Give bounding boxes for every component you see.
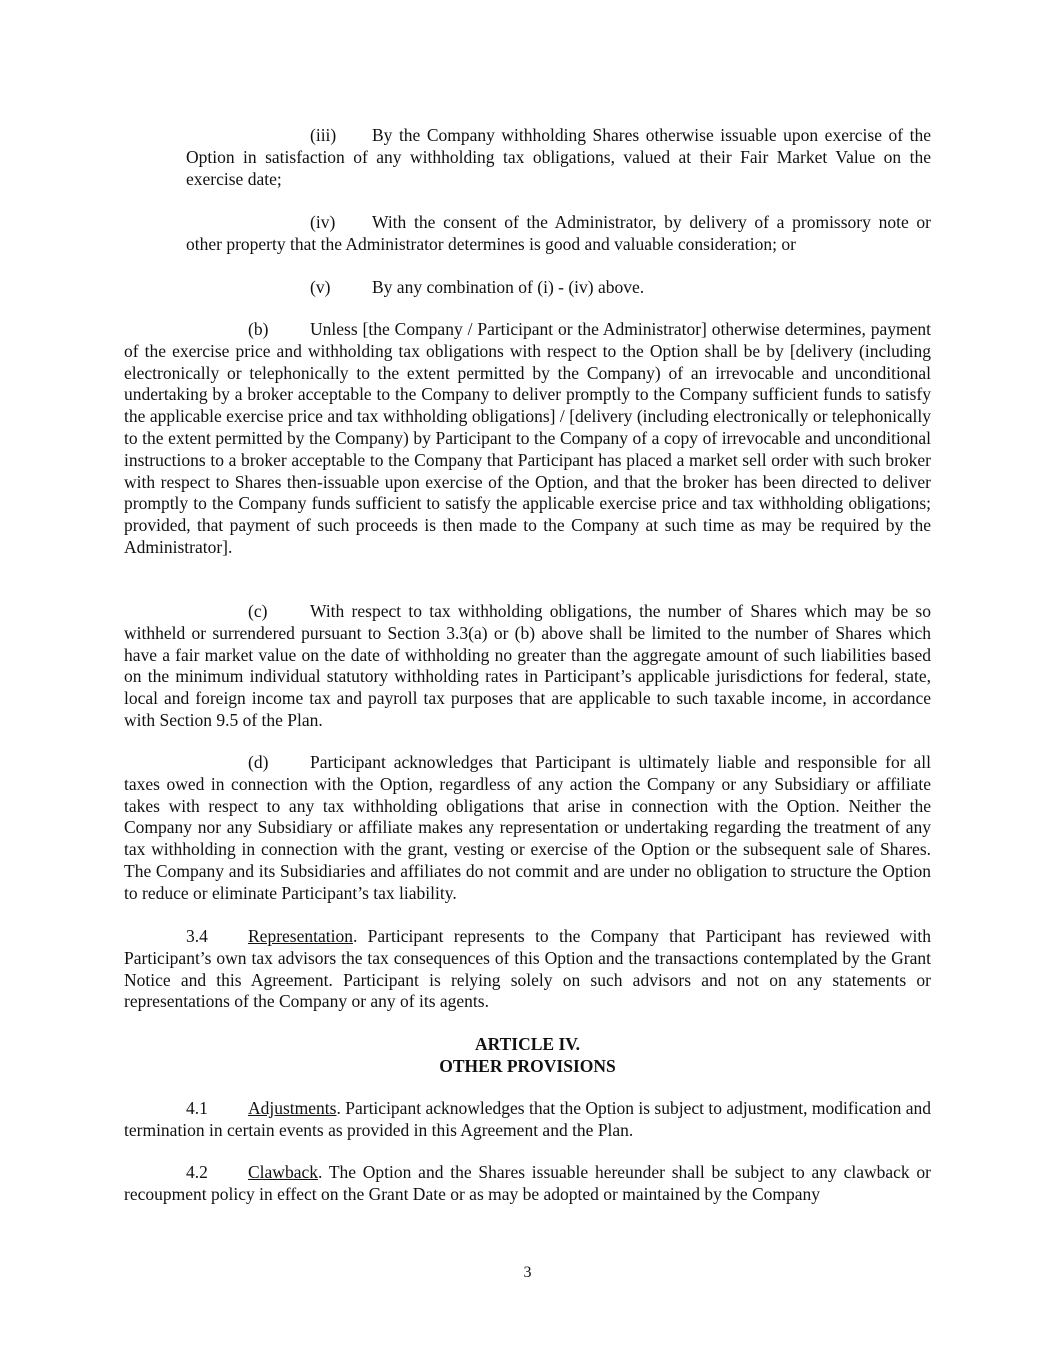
- paragraph-iii: [186, 125, 931, 190]
- section-4-1-heading: Adjustments: [248, 1098, 337, 1118]
- section-4-1-text: . Participant acknowledges that the Option is subject to adjustment, modification and termination in certain events as provided in this Agreement and the Plan.: [124, 1098, 931, 1140]
- paragraph-b-text: Unless [the Company / Participant or the Administrator] otherwise determines, payment of the exercise price and withholding tax obligations with respect to the Option shall be by [delivery (including electronically or telephonically to the extent permitted by the Company) of an irrevocable and unconditional undertaking by a broker acceptable to the Company to deliver promptly to the Company sufficient funds to satisfy the applicable exercise price and tax withholding obligations] / [delivery (including electronically or telephonically to the extent permitted by the Company) by Participant to the Company of a copy of irrevocable and unconditional instructions to a broker acceptable to the Company that Participant has placed a market sell order with such broker with respect to Shares then-issuable upon exercise of the Option, and that the broker has been directed to deliver promptly to the Company funds sufficient to satisfy the applicable exercise price and tax withholding obligations; provided, that payment of such proceeds is then made to the Company at such time as may be required by the Administrator].: [124, 319, 931, 557]
- section-4-2: [124, 1162, 931, 1206]
- page-number: 3: [523, 1264, 532, 1281]
- section-4-2-number: 4.2: [186, 1162, 208, 1182]
- paragraph-c: [124, 601, 931, 732]
- section-3-4: [124, 926, 931, 1013]
- paragraph-c-text: With respect to tax withholding obligations, the number of Shares which may be so withheld or surrendered pursuant to Section 3.3(a) or (b) above shall be limited to the number of Shares which have a fair market value on the date of withholding no greater than the aggregate amount of such liabilities based on the minimum individual statutory withholding rates in Participant’s applicable jurisdictions for federal, state, local and foreign income tax and payroll tax purposes that are applicable to such taxable income, in accordance with Section 9.5 of the Plan.: [124, 601, 931, 730]
- paragraph-iii-text: By the Company withholding Shares otherwise issuable upon exercise of the Option in satisfaction of any withholding tax obligations, valued at their Fair Market Value on the exercise date;: [186, 125, 931, 189]
- paragraph-b-label: (b): [248, 319, 269, 339]
- article-number: ARTICLE IV.: [474, 1034, 581, 1054]
- paragraph-d-label: (d): [248, 752, 269, 772]
- paragraph-c-label: (c): [248, 601, 268, 621]
- paragraph-v-label: (v): [310, 277, 331, 297]
- section-3-4-heading: Representation: [248, 926, 353, 946]
- section-4-1: [124, 1098, 931, 1142]
- section-3-4-number: 3.4: [186, 926, 208, 946]
- section-4-2-text: . The Option and the Shares issuable hereunder shall be subject to any clawback or recoupment policy in effect on the Grant Date or as may be adopted or maintained by the Company: [124, 1162, 931, 1204]
- paragraph-iv: [186, 212, 931, 256]
- paragraph-v-text: By any combination of (i) - (iv) above.: [372, 277, 645, 297]
- paragraph-b: [124, 319, 931, 559]
- paragraph-iv-text: With the consent of the Administrator, by delivery of a promissory note or other property that the Administrator determines is good and valuable consideration; or: [186, 212, 931, 254]
- section-4-2-heading: Clawback: [248, 1162, 318, 1182]
- article-title: OTHER PROVISIONS: [439, 1056, 616, 1076]
- paragraph-iii-label: (iii): [310, 125, 337, 145]
- paragraph-iv-label: (iv): [310, 212, 336, 232]
- paragraph-d: [124, 752, 931, 905]
- paragraph-d-text: Participant acknowledges that Participant is ultimately liable and responsible for all taxes owed in connection with the Option, regardless of any action the Company or any Subsidiary or affiliate takes with respect to any tax withholding obligations that arise in connection with the Option. Neither the Company nor any Subsidiary or affiliate makes any representation or undertaking regarding the treatment of any tax withholding in connection with the grant, vesting or exercise of the Option or the subsequent sale of Shares. The Company and its Subsidiaries and affiliates do not commit and are under no obligation to structure the Option to reduce or eliminate Participant’s tax liability.: [124, 752, 931, 903]
- section-3-4-text: . Participant represents to the Company that Participant has reviewed with Participant’s own tax advisors the tax consequences of this Option and the transactions contemplated by the Grant Notice and this Agreement. Participant is relying solely on such advisors and not on any statements or representations of the Company or any of its agents.: [124, 926, 931, 1012]
- section-4-1-number: 4.1: [186, 1098, 208, 1118]
- paragraph-v: [186, 277, 931, 299]
